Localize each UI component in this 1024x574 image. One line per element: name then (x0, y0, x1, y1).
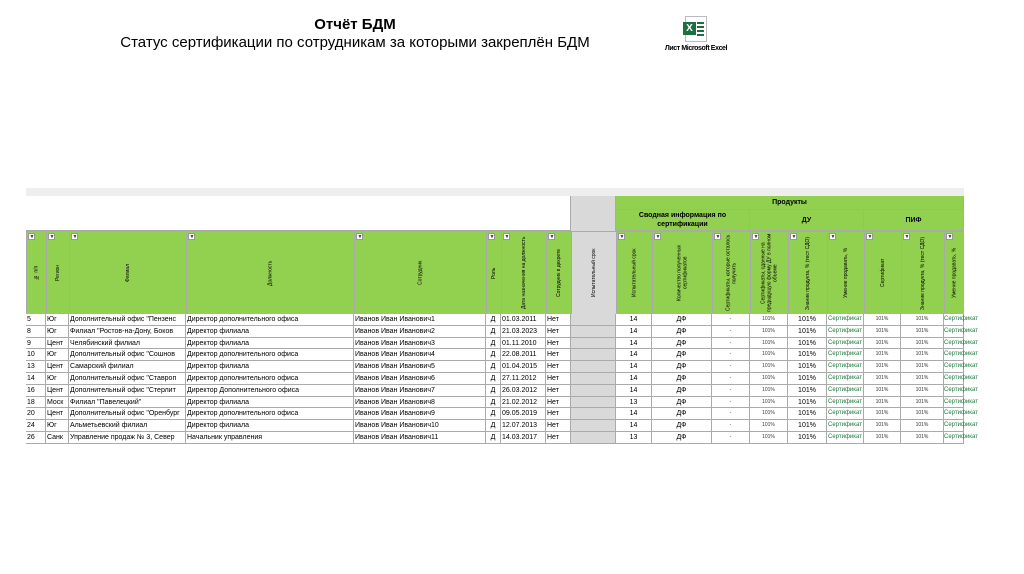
table-cell: Сертификат (944, 385, 964, 397)
filter-dropdown-icon[interactable]: ▼ (791, 234, 797, 240)
table-cell: 09.05.2019 (501, 408, 546, 420)
table-cell: 101% (864, 349, 901, 361)
table-cell: 14 (616, 373, 652, 385)
filter-dropdown-icon[interactable]: ▼ (715, 234, 721, 240)
table-cell: - (712, 397, 750, 409)
table-cell: Сертификат (827, 314, 864, 326)
table-cell: 101% (788, 385, 827, 397)
table-cell: 101% (788, 373, 827, 385)
table-cell: Сертификат (827, 338, 864, 350)
table-cell: Сертификат (827, 349, 864, 361)
column-header-9[interactable]: Испытательный срок (571, 231, 616, 314)
table-cell: 101% (901, 338, 944, 350)
table-cell: 101% (901, 432, 944, 444)
table-cell: 13 (26, 361, 46, 373)
table-cell: 22.08.2011 (501, 349, 546, 361)
table-cell: Нет (546, 349, 571, 361)
table-cell: 01.11.2010 (501, 338, 546, 350)
table-cell: Иванов Иван Иванович4 (354, 349, 486, 361)
column-header-1[interactable]: № п/п ▼ (26, 231, 46, 314)
table-cell: 14 (616, 385, 652, 397)
table-cell: 101% (864, 408, 901, 420)
table-cell (571, 432, 616, 444)
table-cell: 101% (750, 373, 788, 385)
table-cell: Дополнительный офис "Оренбург (69, 408, 186, 420)
table-cell: 101% (788, 420, 827, 432)
table-cell: Директор дополнительного офиса (186, 373, 354, 385)
table-cell: 14 (616, 349, 652, 361)
table-cell: 12.07.2013 (501, 420, 546, 432)
table-cell: 101% (750, 338, 788, 350)
table-cell: Цент (46, 338, 69, 350)
table-cell: Нет (546, 361, 571, 373)
table-cell: 101% (750, 326, 788, 338)
table-cell: - (712, 338, 750, 350)
table-cell: 14 (616, 420, 652, 432)
table-cell: ДФ (652, 361, 712, 373)
table-cell: 101% (864, 338, 901, 350)
table-cell: 101% (750, 361, 788, 373)
table-cell: Нет (546, 408, 571, 420)
table-cell: 101% (864, 385, 901, 397)
table-cell: Сертификат (827, 326, 864, 338)
table-cell (571, 408, 616, 420)
table-cell: Директор филиала (186, 338, 354, 350)
table-cell: 101% (901, 397, 944, 409)
table-cell: - (712, 326, 750, 338)
column-header-17[interactable]: Знание продукта, % (тест СДО) ▼ (901, 231, 944, 314)
table-cell: 01.04.2015 (501, 361, 546, 373)
table-cell: 101% (864, 373, 901, 385)
table-cell: Дополнительный офис "Стерлит (69, 385, 186, 397)
table-cell (571, 397, 616, 409)
column-header-3[interactable]: Филиал ▼ (69, 231, 186, 314)
table-cell: Самарский филиал (69, 361, 186, 373)
table-cell: 101% (788, 397, 827, 409)
table-cell: Иванов Иван Иванович1 (354, 314, 486, 326)
table-cell: 21.03.2023 (501, 326, 546, 338)
table-cell: 101% (901, 349, 944, 361)
column-header-14[interactable]: Знание продукта, % (тест СДО) ▼ (788, 231, 827, 314)
table-cell: 101% (750, 408, 788, 420)
table-cell: - (712, 420, 750, 432)
table-cell: Нет (546, 385, 571, 397)
table-cell: Нет (546, 420, 571, 432)
table-cell: Иванов Иван Иванович11 (354, 432, 486, 444)
column-header-16[interactable]: Сертификат ▼ (864, 231, 901, 314)
filter-dropdown-icon[interactable]: ▼ (189, 234, 195, 240)
table-cell: Филиал "Ростов-на-Дону, Боков (69, 326, 186, 338)
group-summary-header: Сводная информация по сертификации (616, 210, 750, 231)
table-cell: 01.03.2011 (501, 314, 546, 326)
table-cell: 26.03.2012 (501, 385, 546, 397)
group-du-header: ДУ (750, 210, 864, 231)
table-cell: 101% (788, 432, 827, 444)
table-cell: 101% (864, 432, 901, 444)
filter-dropdown-icon[interactable]: ▼ (830, 234, 836, 240)
sheet-header-blank (26, 196, 571, 231)
table-cell (571, 314, 616, 326)
table-cell: Иванов Иван Иванович3 (354, 338, 486, 350)
table-cell: Сертификат (827, 373, 864, 385)
table-cell: Директор филиала (186, 361, 354, 373)
table-cell: 101% (864, 326, 901, 338)
table-cell: Сертификат (944, 397, 964, 409)
table-cell: 101% (788, 314, 827, 326)
table-cell: Сертификат (827, 420, 864, 432)
table-cell: Директор филиала (186, 397, 354, 409)
table-cell: 101% (788, 326, 827, 338)
table-cell: Иванов Иван Иванович6 (354, 373, 486, 385)
column-header-12[interactable]: Сертификаты, которые осталось получить ▼ (712, 231, 750, 314)
table-cell: Сертификат (944, 349, 964, 361)
table-cell: Д (486, 314, 501, 326)
table-cell: Начальник управления (186, 432, 354, 444)
table-cell: Сертификат (944, 326, 964, 338)
table-cell: 9 (26, 338, 46, 350)
table-cell: 101% (901, 326, 944, 338)
table-cell: 14 (616, 314, 652, 326)
excel-attachment[interactable] (661, 16, 731, 53)
table-cell: 101% (901, 314, 944, 326)
table-cell: 14 (616, 338, 652, 350)
table-cell: Филиал "Павелецкий" (69, 397, 186, 409)
table-cell: Нет (546, 338, 571, 350)
column-header-10[interactable]: Испытательный срок ▼ (616, 231, 652, 314)
filter-dropdown-icon[interactable]: ▼ (753, 234, 759, 240)
table-cell: ДФ (652, 349, 712, 361)
table-cell: 101% (864, 314, 901, 326)
table-cell: Директор филиала (186, 326, 354, 338)
table-cell: - (712, 385, 750, 397)
products-header: Продукты (616, 196, 964, 210)
table-cell (571, 420, 616, 432)
table-cell: Управление продаж № 3, Север (69, 432, 186, 444)
table-cell: 101% (788, 408, 827, 420)
table-cell: 14 (616, 361, 652, 373)
table-cell: Д (486, 373, 501, 385)
table-cell: 101% (788, 361, 827, 373)
table-cell: Нет (546, 432, 571, 444)
column-header-8[interactable]: Сотрудник в декрете ▼ (546, 231, 571, 314)
column-header-5[interactable]: Сотрудник ▼ (354, 231, 486, 314)
table-cell: ДФ (652, 397, 712, 409)
table-cell: Дополнительный офис "Сошнов (69, 349, 186, 361)
table-cell: Дополнительный офис "Ставроп (69, 373, 186, 385)
table-cell: 27.11.2012 (501, 373, 546, 385)
table-cell: Моск (46, 397, 69, 409)
table-cell: ДФ (652, 338, 712, 350)
table-cell: Директор Дополнительного офиса (186, 385, 354, 397)
table-cell: 101% (901, 420, 944, 432)
table-cell: Челябинский филиал (69, 338, 186, 350)
table-cell: Директор филиала (186, 420, 354, 432)
table-cell: Сертификат (944, 432, 964, 444)
table-cell: Д (486, 349, 501, 361)
table-cell: Иванов Иван Иванович7 (354, 385, 486, 397)
table-cell: Сертификат (827, 408, 864, 420)
filter-dropdown-icon[interactable]: ▼ (357, 234, 363, 240)
table-cell: Сертификат (944, 338, 964, 350)
table-cell: ДФ (652, 408, 712, 420)
table-cell: 24 (26, 420, 46, 432)
table-cell (571, 349, 616, 361)
table-cell: Нет (546, 397, 571, 409)
table-cell: 101% (864, 397, 901, 409)
table-cell: Юг (46, 326, 69, 338)
table-cell: Юг (46, 349, 69, 361)
table-cell (571, 385, 616, 397)
group-pif-header: ПИФ (864, 210, 964, 231)
table-cell: Д (486, 408, 501, 420)
report-title-block (0, 16, 710, 52)
filter-dropdown-icon[interactable]: ▼ (619, 234, 625, 240)
table-cell: Сертификат (827, 385, 864, 397)
table-cell: Нет (546, 373, 571, 385)
table-cell: ДФ (652, 326, 712, 338)
column-header-13[interactable]: Сертификаты, сданные на предыдущую форму ДУ в полном объеме ▼ (750, 231, 788, 314)
table-cell: Директор дополнительного офиса (186, 349, 354, 361)
table-cell: 101% (864, 420, 901, 432)
table-cell: Д (486, 338, 501, 350)
table-cell: 14 (616, 326, 652, 338)
table-cell: 101% (901, 361, 944, 373)
table-cell: ДФ (652, 373, 712, 385)
column-header-6[interactable]: Роль ▼ (486, 231, 501, 314)
table-cell: 101% (750, 432, 788, 444)
spreadsheet[interactable] (26, 188, 978, 446)
table-cell: Д (486, 397, 501, 409)
table-cell: - (712, 408, 750, 420)
column-header-11[interactable]: Количество полученных сертификатов ▼ (652, 231, 712, 314)
table-cell: 13 (616, 397, 652, 409)
table-cell: 18 (26, 397, 46, 409)
table-cell: 101% (750, 314, 788, 326)
table-cell (571, 361, 616, 373)
table-cell: Юг (46, 373, 69, 385)
table-cell (571, 338, 616, 350)
table-cell: 10 (26, 349, 46, 361)
table-cell: 13 (616, 432, 652, 444)
table-cell: Юг (46, 314, 69, 326)
table-cell: 101% (750, 397, 788, 409)
table-cell: - (712, 432, 750, 444)
table-cell: Сертификат (944, 314, 964, 326)
filter-dropdown-icon[interactable]: ▼ (72, 234, 78, 240)
excel-icon: X (685, 16, 707, 42)
report-title: Отчёт БДМ (314, 16, 396, 33)
filter-dropdown-icon[interactable]: ▼ (904, 234, 910, 240)
table-cell: Директор дополнительного офиса (186, 314, 354, 326)
table-cell: Д (486, 326, 501, 338)
table-cell: 101% (864, 361, 901, 373)
table-cell: 101% (901, 373, 944, 385)
table-cell: Иванов Иван Иванович10 (354, 420, 486, 432)
table-cell: - (712, 314, 750, 326)
filter-dropdown-icon[interactable]: ▼ (504, 234, 510, 240)
table-cell: Сертификат (827, 432, 864, 444)
table-cell: Сертификат (827, 361, 864, 373)
column-header-15[interactable]: Умение продавать, % ▼ (827, 231, 864, 314)
table-cell: Санк (46, 432, 69, 444)
table-cell: Дополнительный офис "Пензенс (69, 314, 186, 326)
table-cell: Д (486, 361, 501, 373)
filter-dropdown-icon[interactable]: ▼ (49, 234, 55, 240)
table-cell: Цент (46, 385, 69, 397)
table-cell: Сертификат (827, 397, 864, 409)
column-header-4[interactable]: Должность ▼ (186, 231, 354, 314)
table-cell: 26 (26, 432, 46, 444)
table-cell: Иванов Иван Иванович8 (354, 397, 486, 409)
table-cell: Директор дополнительного офиса (186, 408, 354, 420)
table-cell: Нет (546, 314, 571, 326)
table-cell: Юг (46, 420, 69, 432)
table-cell: - (712, 349, 750, 361)
table-cell: Д (486, 420, 501, 432)
table-cell: 101% (901, 408, 944, 420)
table-cell (571, 326, 616, 338)
table-cell: 101% (750, 420, 788, 432)
filter-dropdown-icon[interactable]: ▼ (549, 234, 555, 240)
table-cell: 101% (901, 385, 944, 397)
table-cell: Сертификат (944, 420, 964, 432)
table-cell: 101% (788, 338, 827, 350)
table-cell: 14 (26, 373, 46, 385)
table-cell: 20 (26, 408, 46, 420)
table-cell: 16 (26, 385, 46, 397)
table-cell: 101% (750, 349, 788, 361)
table-cell: - (712, 361, 750, 373)
table-cell: ДФ (652, 385, 712, 397)
table-cell: 101% (788, 349, 827, 361)
table-cell: Иванов Иван Иванович9 (354, 408, 486, 420)
filter-dropdown-icon[interactable]: ▼ (867, 234, 873, 240)
table-cell (571, 373, 616, 385)
table-cell: 14 (616, 408, 652, 420)
filter-dropdown-icon[interactable]: ▼ (655, 234, 661, 240)
filter-dropdown-icon[interactable]: ▼ (29, 234, 35, 240)
table-cell: Цент (46, 361, 69, 373)
table-cell: 8 (26, 326, 46, 338)
filter-dropdown-icon[interactable]: ▼ (489, 234, 495, 240)
table-cell: 14.03.2017 (501, 432, 546, 444)
table-cell: Иванов Иван Иванович2 (354, 326, 486, 338)
column-header-7[interactable]: Дата назначения на должность ▼ (501, 231, 546, 314)
table-cell: - (712, 373, 750, 385)
table-cell: Сертификат (944, 408, 964, 420)
table-cell: 101% (750, 385, 788, 397)
table-cell: Иванов Иван Иванович5 (354, 361, 486, 373)
report-subtitle: Статус сертификации по сотрудникам за которыми закреплён БДМ (120, 34, 590, 51)
table-cell: 5 (26, 314, 46, 326)
column-header-2[interactable]: Регион ▼ (46, 231, 69, 314)
table-cell: ДФ (652, 314, 712, 326)
filter-dropdown-icon[interactable]: ▼ (947, 234, 953, 240)
column-header-18[interactable]: Умение продавать, % ▼ (944, 231, 964, 314)
table-cell: Д (486, 385, 501, 397)
table-cell: Сертификат (944, 373, 964, 385)
table-cell: 21.02.2012 (501, 397, 546, 409)
table-cell: ДФ (652, 432, 712, 444)
table-cell: Д (486, 432, 501, 444)
table-cell: Альметьевский филиал (69, 420, 186, 432)
table-cell: Цент (46, 408, 69, 420)
table-cell: Сертификат (944, 361, 964, 373)
table-cell: ДФ (652, 420, 712, 432)
excel-attachment-label: Лист Microsoft Excel (664, 45, 728, 52)
table-cell: Нет (546, 326, 571, 338)
